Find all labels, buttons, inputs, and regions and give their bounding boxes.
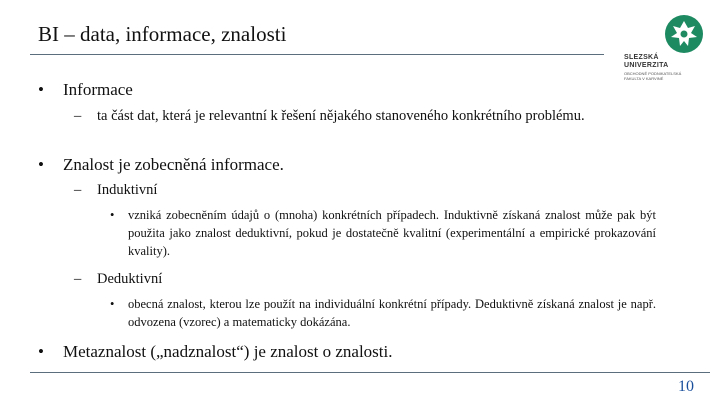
title-divider [30, 54, 604, 55]
bullet-marker: • [38, 342, 44, 361]
bullet-text: ta část dat, která je relevantní k řešení nějakého stanoveného konkrétního problému. [97, 108, 585, 124]
logo-sub-line1: OBCHODNĚ PODNIKATELSKÁ [624, 71, 682, 76]
footer-divider [30, 372, 710, 373]
logo-name [624, 54, 674, 70]
bullet-deduktivni-definition [110, 295, 656, 331]
bullet-deduktivni [74, 270, 634, 289]
bullet-znalost [38, 155, 598, 175]
university-logo [620, 14, 710, 80]
bullet-marker: • [38, 80, 44, 99]
bullet-text: Znalost je zobecněná informace. [63, 155, 284, 174]
bullet-text: Induktivní [97, 182, 158, 198]
bullet-text: Deduktivní [97, 271, 163, 287]
bullet-text: vzniká zobecněním údajů o (mnoha) konkrétních případech. Induktivně získaná znalost může pak být použita jako znalost deduktivní, pokud je dostatečně kvalitní (experimentální a empirické prokazování kvality). [128, 208, 656, 258]
university-emblem-icon [664, 14, 704, 54]
bullet-text: Informace [63, 80, 133, 99]
logo-name-line2: UNIVERZITA [624, 62, 669, 69]
bullet-induktivni-definition [110, 206, 656, 260]
page-number: 10 [678, 378, 694, 395]
logo-sub-line2: FAKULTA V KARVINÉ [624, 75, 664, 81]
bullet-marker: – [74, 108, 82, 124]
bullet-marker: – [74, 182, 82, 198]
bullet-marker: • [38, 155, 44, 174]
slide-title: BI – data, informace, znalosti [38, 22, 287, 46]
logo-name-line1: SLEZSKÁ [624, 54, 659, 61]
bullet-text: Metaznalost („nadznalost“) je znalost o znalosti. [63, 342, 393, 361]
bullet-marker: • [110, 208, 115, 222]
logo-subtitle [624, 72, 710, 81]
bullet-metaznalost [38, 342, 638, 362]
bullet-marker: • [110, 297, 115, 311]
bullet-informace [38, 80, 598, 100]
bullet-text: obecná znalost, kterou lze použít na individuální konkrétní případy. Deduktivně získaná znalost je např. odvozena (vzorec) a matematicky dokázána. [128, 297, 656, 329]
bullet-informace-definition [74, 107, 656, 126]
bullet-marker: – [74, 271, 82, 287]
bullet-induktivni [74, 181, 634, 200]
